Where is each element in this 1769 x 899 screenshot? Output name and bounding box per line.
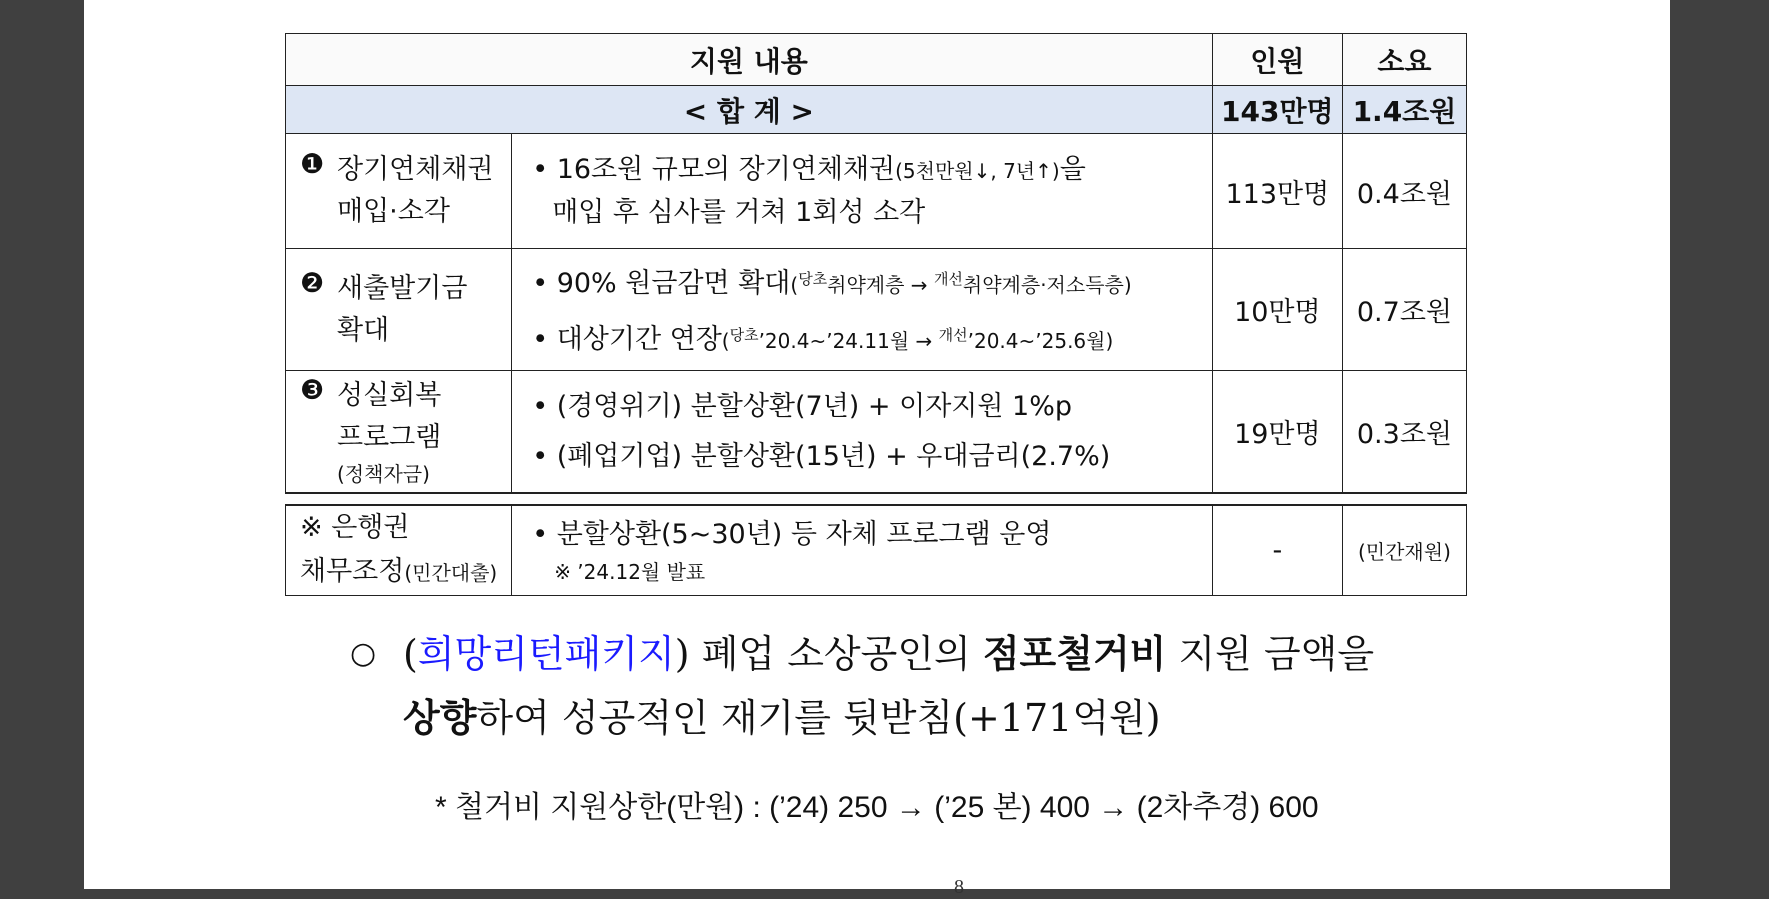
category-line: 확대 [337, 314, 390, 346]
content-line: • 90% 원금감면 확대($^{당초}$취약계층 → $^{개선}$취약계층·저소득층) [532, 267, 1132, 299]
category-line: 채무조정 [300, 556, 405, 587]
table-header-row [286, 34, 1467, 86]
table-row [286, 505, 1467, 596]
support-table [285, 33, 1467, 596]
row-cost: (민간재원) [1342, 505, 1466, 596]
row-cost: 0.4조원 [1342, 134, 1466, 249]
number-3-icon: ❸ [300, 374, 325, 406]
category-line: 새출발기금 [337, 272, 468, 304]
header-content: 지원 내용 [286, 34, 1213, 86]
table-row [286, 371, 1467, 494]
row-people: 10만명 [1212, 249, 1342, 371]
table-total-row [286, 86, 1467, 134]
total-label: < 합 계 > [286, 86, 1213, 134]
circle-bullet-icon: ○ [350, 636, 377, 671]
row-content [512, 134, 1213, 249]
category-line: 매입·소각 [337, 196, 450, 227]
content-line: • (경영위기) 분할상환(7년) + 이자지원 1%p [532, 390, 1072, 422]
row-people: - [1212, 505, 1342, 596]
footnote: * 철거비 지원상한(만원) : (’24) 250 → (’25 본) 400 → (2차추경) 600 [435, 791, 1319, 824]
category-line: 프로그램 [337, 421, 442, 453]
row-people: 19만명 [1212, 371, 1342, 494]
row-cost: 0.3조원 [1342, 371, 1466, 494]
total-people: 143만명 [1212, 86, 1342, 134]
header-cost: 소요 [1342, 34, 1466, 86]
category-line: ※ 은행권 [300, 512, 410, 543]
table-row [286, 134, 1467, 249]
content-note: ※ ’24.12월 발표 [554, 559, 706, 584]
content-line: 매입 후 심사를 거쳐 1회성 소각 [552, 196, 926, 228]
number-1-icon: ❶ [300, 149, 325, 180]
program-name: 희망리턴패키지 [417, 632, 675, 676]
document-page [84, 0, 1670, 898]
row-category [286, 505, 512, 596]
table-spacer [286, 493, 1467, 505]
content-line: • 대상기간 연장($^{당초}$’20.4~’24.11월 → $^{개선}$’20.4~’25.6월) [532, 323, 1114, 355]
row-content [512, 371, 1213, 494]
emphasis-text: 점포철거비 [982, 631, 1167, 676]
table-row [286, 249, 1467, 371]
header-people: 인원 [1212, 34, 1342, 86]
row-content [512, 249, 1213, 371]
number-2-icon: ❷ [300, 267, 325, 299]
total-cost: 1.4조원 [1342, 86, 1466, 134]
row-category [286, 249, 512, 371]
row-people: 113만명 [1212, 134, 1342, 249]
row-category [286, 371, 512, 494]
content-line: • 분할상환(5~30년) 등 자체 프로그램 운영 [532, 518, 1052, 550]
emphasis-text: 상향 [403, 695, 477, 740]
content-line: • (폐업기업) 분할상환(15년) + 우대금리(2.7%) [532, 440, 1111, 472]
row-category [286, 134, 512, 249]
content-line: • 16조원 규모의 장기연체채권(5천만원↓, 7년↑)을 [532, 153, 1086, 185]
category-note: (정책자금) [337, 461, 430, 486]
hope-return-paragraph: ○ (희망리턴패키지) 폐업 소상공인의 점포철거비 지원 금액을 상향하여 성공적인 재기를 뒷받침(+171억원) [350, 622, 1470, 750]
category-note: (민간대출) [404, 561, 498, 585]
page-number: 8 [954, 876, 964, 898]
row-content [512, 505, 1213, 596]
category-line: 장기연체채권 [337, 154, 494, 185]
category-line: 성실회복 [337, 379, 442, 411]
row-cost: 0.7조원 [1342, 249, 1466, 371]
